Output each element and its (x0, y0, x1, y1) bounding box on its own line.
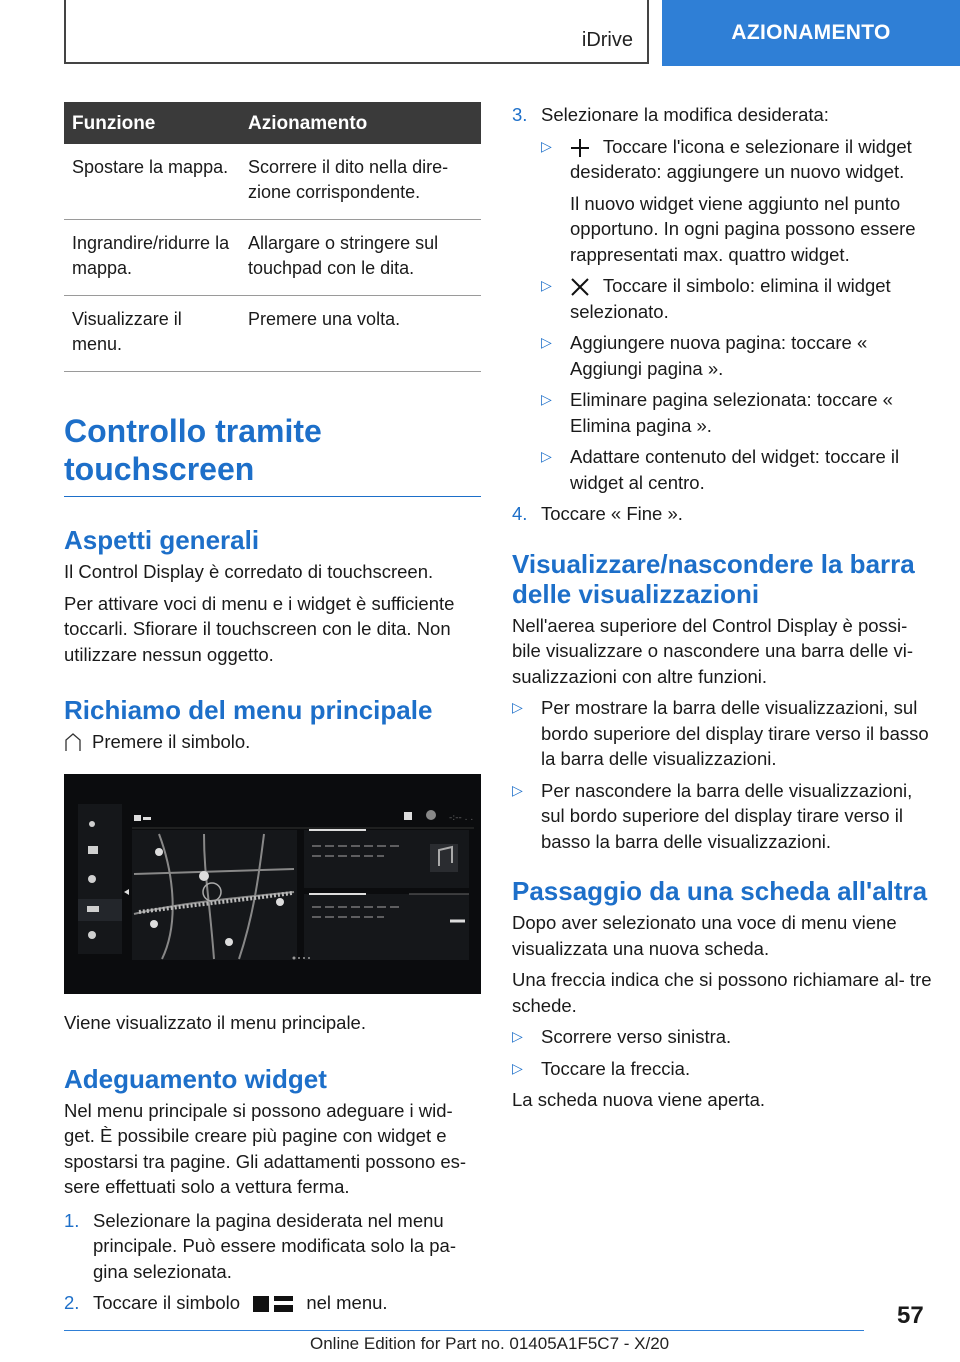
barra-bullets (512, 695, 932, 854)
bullet-text: Toccare la freccia. (541, 1057, 691, 1079)
step-text: Selezionare la pagina desiderata nel menu principale. Può essere modificata solo la pa- gina selezionata. (93, 1209, 456, 1282)
home-symbol-text: Premere il simbolo. (92, 731, 251, 752)
step-number: 1. (64, 1209, 80, 1231)
barra-paragraph: Nell'aerea superiore del Control Display è possi- bile visualizzare o nascondere una barra delle vi- sualizzazioni con altre funzioni. (512, 614, 914, 687)
list-item (512, 778, 932, 855)
aspetti-heading: Aspetti generali (64, 525, 260, 555)
step-text: Toccare « Fine ». (541, 503, 683, 524)
aspetti-paragraph-2: Per attivare voci di menu e i widget è sufficiente toccarli. Sfiorare il touchscreen con le dita. Non utilizzare nessun oggetto. (64, 592, 455, 665)
bullet-triangle-icon: ▷ (541, 137, 552, 154)
list-item (512, 1024, 932, 1050)
table-cell: Visualizzare il menu. (64, 296, 240, 372)
step-text (93, 1290, 388, 1316)
bullet-triangle-icon: ▷ (512, 1059, 523, 1076)
list-item (541, 134, 932, 268)
footer-divider (64, 1330, 864, 1331)
table-header-function: Funzione (64, 102, 240, 144)
chapter-label: iDrive (581, 29, 633, 51)
list-item (64, 1290, 481, 1316)
richiamo-heading: Richiamo del menu principale (64, 695, 433, 725)
bullet-text: Scorrere verso sinistra. (541, 1026, 732, 1047)
bullet-triangle-icon: ▷ (541, 277, 552, 293)
screen-illustration (64, 774, 481, 994)
step-text: Selezionare la modifica desiderata: (541, 104, 829, 125)
adeguamento-paragraph: Nel menu principale si possono adeguare i wid- get. È possibile creare più pagine con widget e spostarsi tra pagine. Gli adattamenti possono es- sere effettuati solo a vettura ferma. (64, 1099, 467, 1197)
close-icon (570, 277, 590, 297)
table-row (64, 296, 481, 372)
scheda-heading: Passaggio da una scheda all'altra (512, 876, 928, 906)
list-item (541, 387, 932, 438)
list-item (541, 330, 932, 381)
bullet-triangle-icon: ▷ (541, 334, 552, 350)
screenshot-caption: Viene visualizzato il menu principale. (64, 1012, 366, 1033)
bullet-text: Per nascondere la barra delle visualizzazioni, sul bordo superiore del display tirare verso il basso la barra delle visualizzazioni. (541, 779, 913, 852)
scheda-paragraph-1: Dopo aver selezionato una voce di menu viene visualizzata una nuova scheda. (512, 912, 897, 959)
step-text-after: nel menu. (306, 1292, 388, 1313)
page-number: 57 (897, 1302, 924, 1329)
right-column (512, 102, 932, 1119)
option-text: Adattare contenuto del widget: toccare il widget al centro. (570, 446, 900, 493)
header-box (64, 0, 649, 64)
steps-list-right-2 (512, 501, 932, 527)
option-extra-text: Il nuovo widget viene aggiunto nel punto opportuno. In ogni pagina possono essere rappresentati max. quattro widget. (570, 192, 916, 265)
option-text: Eliminare pagina selezionata: toccare « Elimina pagina ». (570, 389, 893, 436)
bullet-text: Per mostrare la barra delle visualizzazioni, sul bordo superiore del display tirare verso il basso la barra delle visualizzazioni. (541, 697, 929, 769)
table-row (64, 144, 481, 220)
aspetti-paragraph-1: Il Control Display è corredato di touchscreen. (64, 561, 434, 582)
bullet-triangle-icon: ▷ (512, 1028, 523, 1044)
table-cell: Spostare la mappa. (64, 144, 240, 220)
barra-heading: Visualizzare/nascondere la barra delle visualizzazioni (512, 548, 915, 609)
list-item (512, 102, 932, 128)
list-item (512, 501, 932, 527)
function-table (64, 102, 481, 372)
option-text: Toccare il simbolo: elimina il widget selezionato. (570, 275, 891, 322)
step-number: 2. (64, 1292, 80, 1313)
table-header-action: Azionamento (240, 102, 481, 144)
list-item (64, 1208, 481, 1285)
plus-icon (570, 138, 590, 158)
bullet-triangle-icon: ▷ (541, 448, 552, 464)
list-item (512, 695, 932, 772)
bullet-triangle-icon: ▷ (541, 391, 552, 407)
list-item (541, 444, 932, 495)
bullet-triangle-icon: ▷ (512, 699, 523, 715)
section-tab: AZIONAMENTO (662, 0, 960, 66)
list-item (541, 273, 932, 324)
bullet-triangle-icon: ▷ (512, 781, 523, 798)
step-text-before: Toccare il simbolo (93, 1292, 241, 1313)
svg-text:-:-- . .: -:-- . . (449, 813, 474, 823)
step-number: 3. (512, 104, 528, 125)
home-symbol-line (64, 729, 481, 754)
option-text: Toccare l'icona e selezionare il widget desiderato: aggiungere un nuovo widget. (570, 135, 912, 182)
scheda-bullets (512, 1024, 932, 1081)
table-cell: Premere una volta. (240, 296, 481, 372)
option-text: Aggiungere nuova pagina: toccare « Aggiungi pagina ». (570, 332, 868, 379)
steps-list-left (64, 1208, 481, 1316)
step-number: 4. (512, 503, 528, 524)
scheda-paragraph-3: La scheda nuova viene aperta. (512, 1089, 766, 1110)
main-menu-screenshot (64, 774, 481, 994)
table-cell: Ingrandire/ridurre la mappa. (64, 220, 240, 296)
footer-edition: Online Edition for Part no. 01405A1F5C7 - X/20 (310, 1334, 670, 1353)
left-column (64, 102, 481, 1322)
adeguamento-heading: Adeguamento widget (64, 1063, 327, 1094)
step3-options (541, 134, 932, 496)
list-item (512, 1056, 932, 1082)
steps-list-right (512, 102, 932, 128)
table-cell: Scorrere il dito nella dire- zione corrispondente. (240, 144, 481, 220)
home-icon (64, 732, 82, 752)
section-title: Controllo tramite touchscreen (64, 412, 481, 497)
edit-widgets-icon (253, 1294, 293, 1314)
table-cell: Allargare o stringere sul touchpad con le dita. (240, 220, 481, 296)
scheda-paragraph-2: Una freccia indica che si possono richiamare al- tre schede. (512, 969, 932, 1016)
table-row (64, 220, 481, 296)
